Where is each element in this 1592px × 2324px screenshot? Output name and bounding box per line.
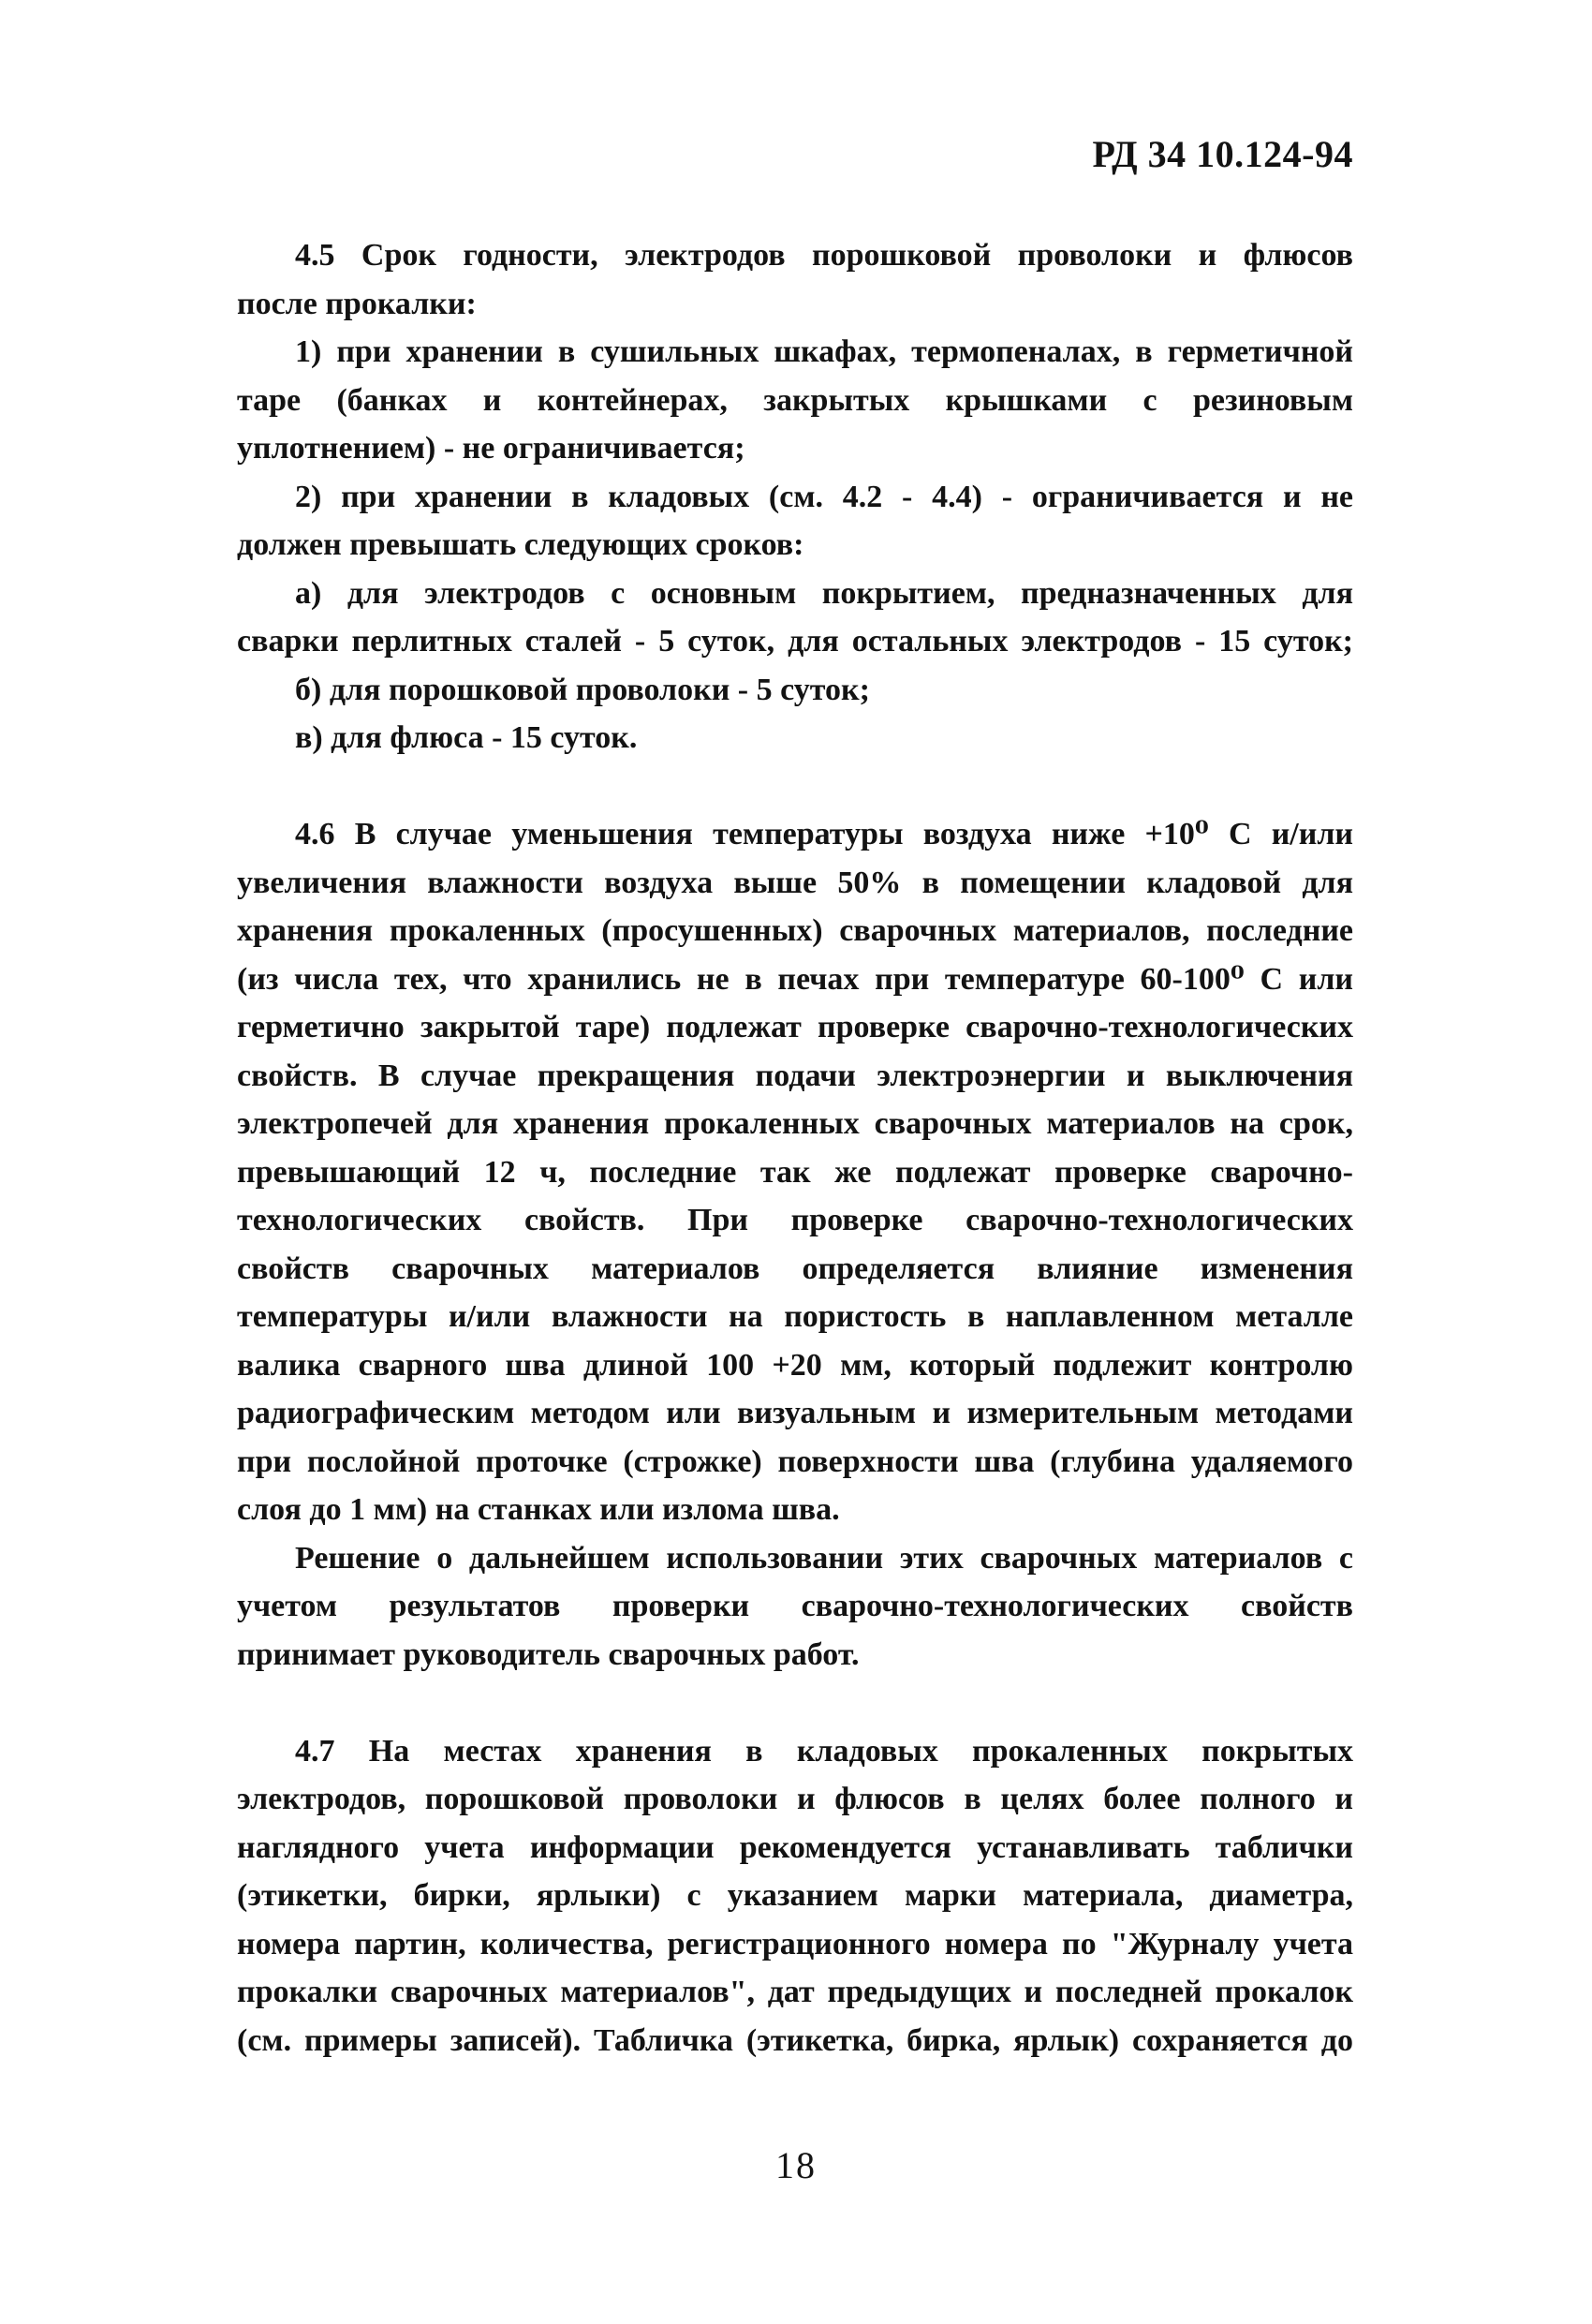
text-line: 4.6 В случае уменьшения температуры воздуха ниже +10⁰ С и/или — [295, 817, 1353, 851]
text-line: наглядного учета информации рекомендуется устанавливать таблички — [237, 1829, 1353, 1865]
text-line: (см. примеры записей). Табличка (этикетка, бирка, ярлык) сохраняется до — [237, 2022, 1353, 2058]
text-line: электропечей для хранения прокаленных сварочных материалов на срок, — [237, 1106, 1353, 1141]
text-line: свойств. В случае прекращения подачи электроэнергии и выключения — [237, 1058, 1353, 1093]
text-line: увеличения влажности воздуха выше 50% в помещении кладовой для — [237, 865, 1353, 900]
text-line: учетом результатов проверки сварочно-технологических свойств — [237, 1589, 1353, 1623]
document-body — [237, 231, 1353, 2065]
text-line: технологических свойств. При проверке сварочно-технологических — [237, 1203, 1353, 1237]
paragraph-gap — [237, 1679, 1353, 1727]
text-line: принимает руководитель сварочных работ. — [237, 1636, 860, 1672]
document-code: РД 34 10.124-94 — [1092, 133, 1353, 175]
text-line: уплотнением) - не ограничивается; — [237, 431, 745, 466]
text-line: а) для электродов с основным покрытием, предназначенных для — [295, 575, 1353, 611]
text-line: свойств сварочных материалов определяется влияние изменения — [237, 1251, 1353, 1286]
text-line: электродов, порошковой проволоки и флюсов в целях более полного и — [237, 1782, 1353, 1816]
text-line: 1) при хранении в сушильных шкафах, термопеналах, в герметичной — [295, 334, 1353, 369]
text-line: таре (банках и контейнерах, закрытых крышками с резиновым — [237, 382, 1353, 418]
text-line: (из числа тех, что хранились не в печах при температуре 60-100⁰ С или — [237, 961, 1353, 997]
text-line: герметично закрытой таре) подлежат проверке сварочно-технологических — [237, 1010, 1353, 1044]
text-line: радиографическим методом или визуальным и измерительным методами — [237, 1396, 1353, 1430]
text-line: должен превышать следующих сроков: — [237, 527, 804, 562]
text-line: Решение о дальнейшем использовании этих сварочных материалов с — [295, 1540, 1353, 1576]
text-line: в) для флюса - 15 суток. — [295, 720, 638, 755]
text-line: при послойной проточке (строжке) поверхности шва (глубина удаляемого — [237, 1443, 1353, 1479]
page-number: 18 — [775, 2144, 817, 2186]
text-line: (этикетки, бирки, ярлыки) с указанием марки материала, диаметра, — [237, 1878, 1353, 1913]
text-line: б) для порошковой проволоки - 5 суток; — [295, 672, 870, 707]
text-line: хранения прокаленных (просушенных) сварочных материалов, последние — [237, 913, 1353, 948]
paragraph-gap — [237, 762, 1353, 811]
text-line: превышающий 12 ч, последние так же подлежат проверке сварочно- — [237, 1154, 1353, 1190]
text-line: температуры и/или влажности на пористость в наплавленном металле — [237, 1299, 1353, 1334]
text-line: прокалки сварочных материалов", дат предыдущих и последней прокалок — [237, 1975, 1353, 2009]
text-line: 4.7 На местах хранения в кладовых прокаленных покрытых — [295, 1733, 1353, 1769]
text-line: после прокалки: — [237, 286, 477, 321]
text-line: 2) при хранении в кладовых (см. 4.2 - 4.4) - ограничивается и не — [295, 479, 1353, 514]
text-line: номера партин, количества, регистрационного номера по "Журналу учета — [237, 1926, 1353, 1961]
text-line: валика сварного шва длиной 100 +20 мм, который подлежит контролю — [237, 1347, 1353, 1383]
text-line: 4.5 Срок годности, электродов порошковой проволоки и флюсов — [295, 238, 1353, 273]
text-line: сварки перлитных сталей - 5 суток, для остальных электродов - 15 суток; — [237, 624, 1353, 659]
text-line: слоя до 1 мм) на станках или излома шва. — [237, 1492, 840, 1527]
